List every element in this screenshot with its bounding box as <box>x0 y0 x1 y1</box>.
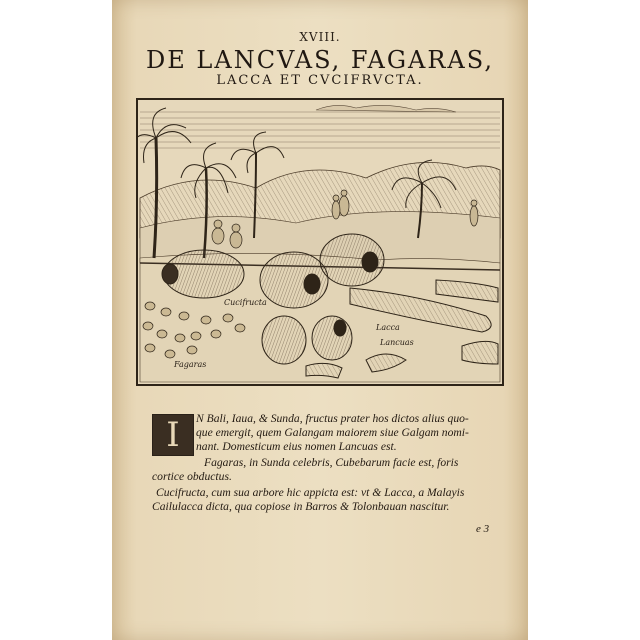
engraving-illustration <box>136 98 504 386</box>
caption-lancuas: Lancuas <box>380 338 414 347</box>
text-line: cortice obductus. <box>152 470 232 483</box>
caption-cucifructa: Cucifructa <box>224 298 267 307</box>
caption-lacca: Lacca <box>376 323 400 332</box>
plate-number: XVIII. <box>299 30 341 44</box>
engraving-artwork <box>136 98 504 386</box>
text-line: Fagaras, in Sunda celebris, Cubebarum facie est, foris <box>204 456 459 469</box>
book-page <box>112 0 528 640</box>
text-line: Cucifructa, cum sua arbore hic appicta est: vt & Lacca, a Malayis <box>156 486 465 499</box>
signature-mark: e 3 <box>476 523 490 535</box>
page-title: DE LANCVAS, FAGARAS, <box>146 46 494 74</box>
text-line: N Bali, Iaua, & Sunda, fructus prater hos dictos alius quo- <box>196 412 469 425</box>
caption-fagaras: Fagaras <box>174 360 207 369</box>
text-line: nant. Domesticum eius nomen Lancuas est. <box>196 440 397 453</box>
text-line: Cailulacca dicta, qua copiose in Barros & Tolonbauan nascitur. <box>152 500 450 513</box>
decorated-initial <box>152 414 194 456</box>
initial-letter: I <box>166 415 180 455</box>
page-subtitle: LACCA ET CVCIFRVCTA. <box>216 73 424 88</box>
text-line: que emergit, quem Galangam maiorem siue Galgam nomi- <box>196 426 469 439</box>
